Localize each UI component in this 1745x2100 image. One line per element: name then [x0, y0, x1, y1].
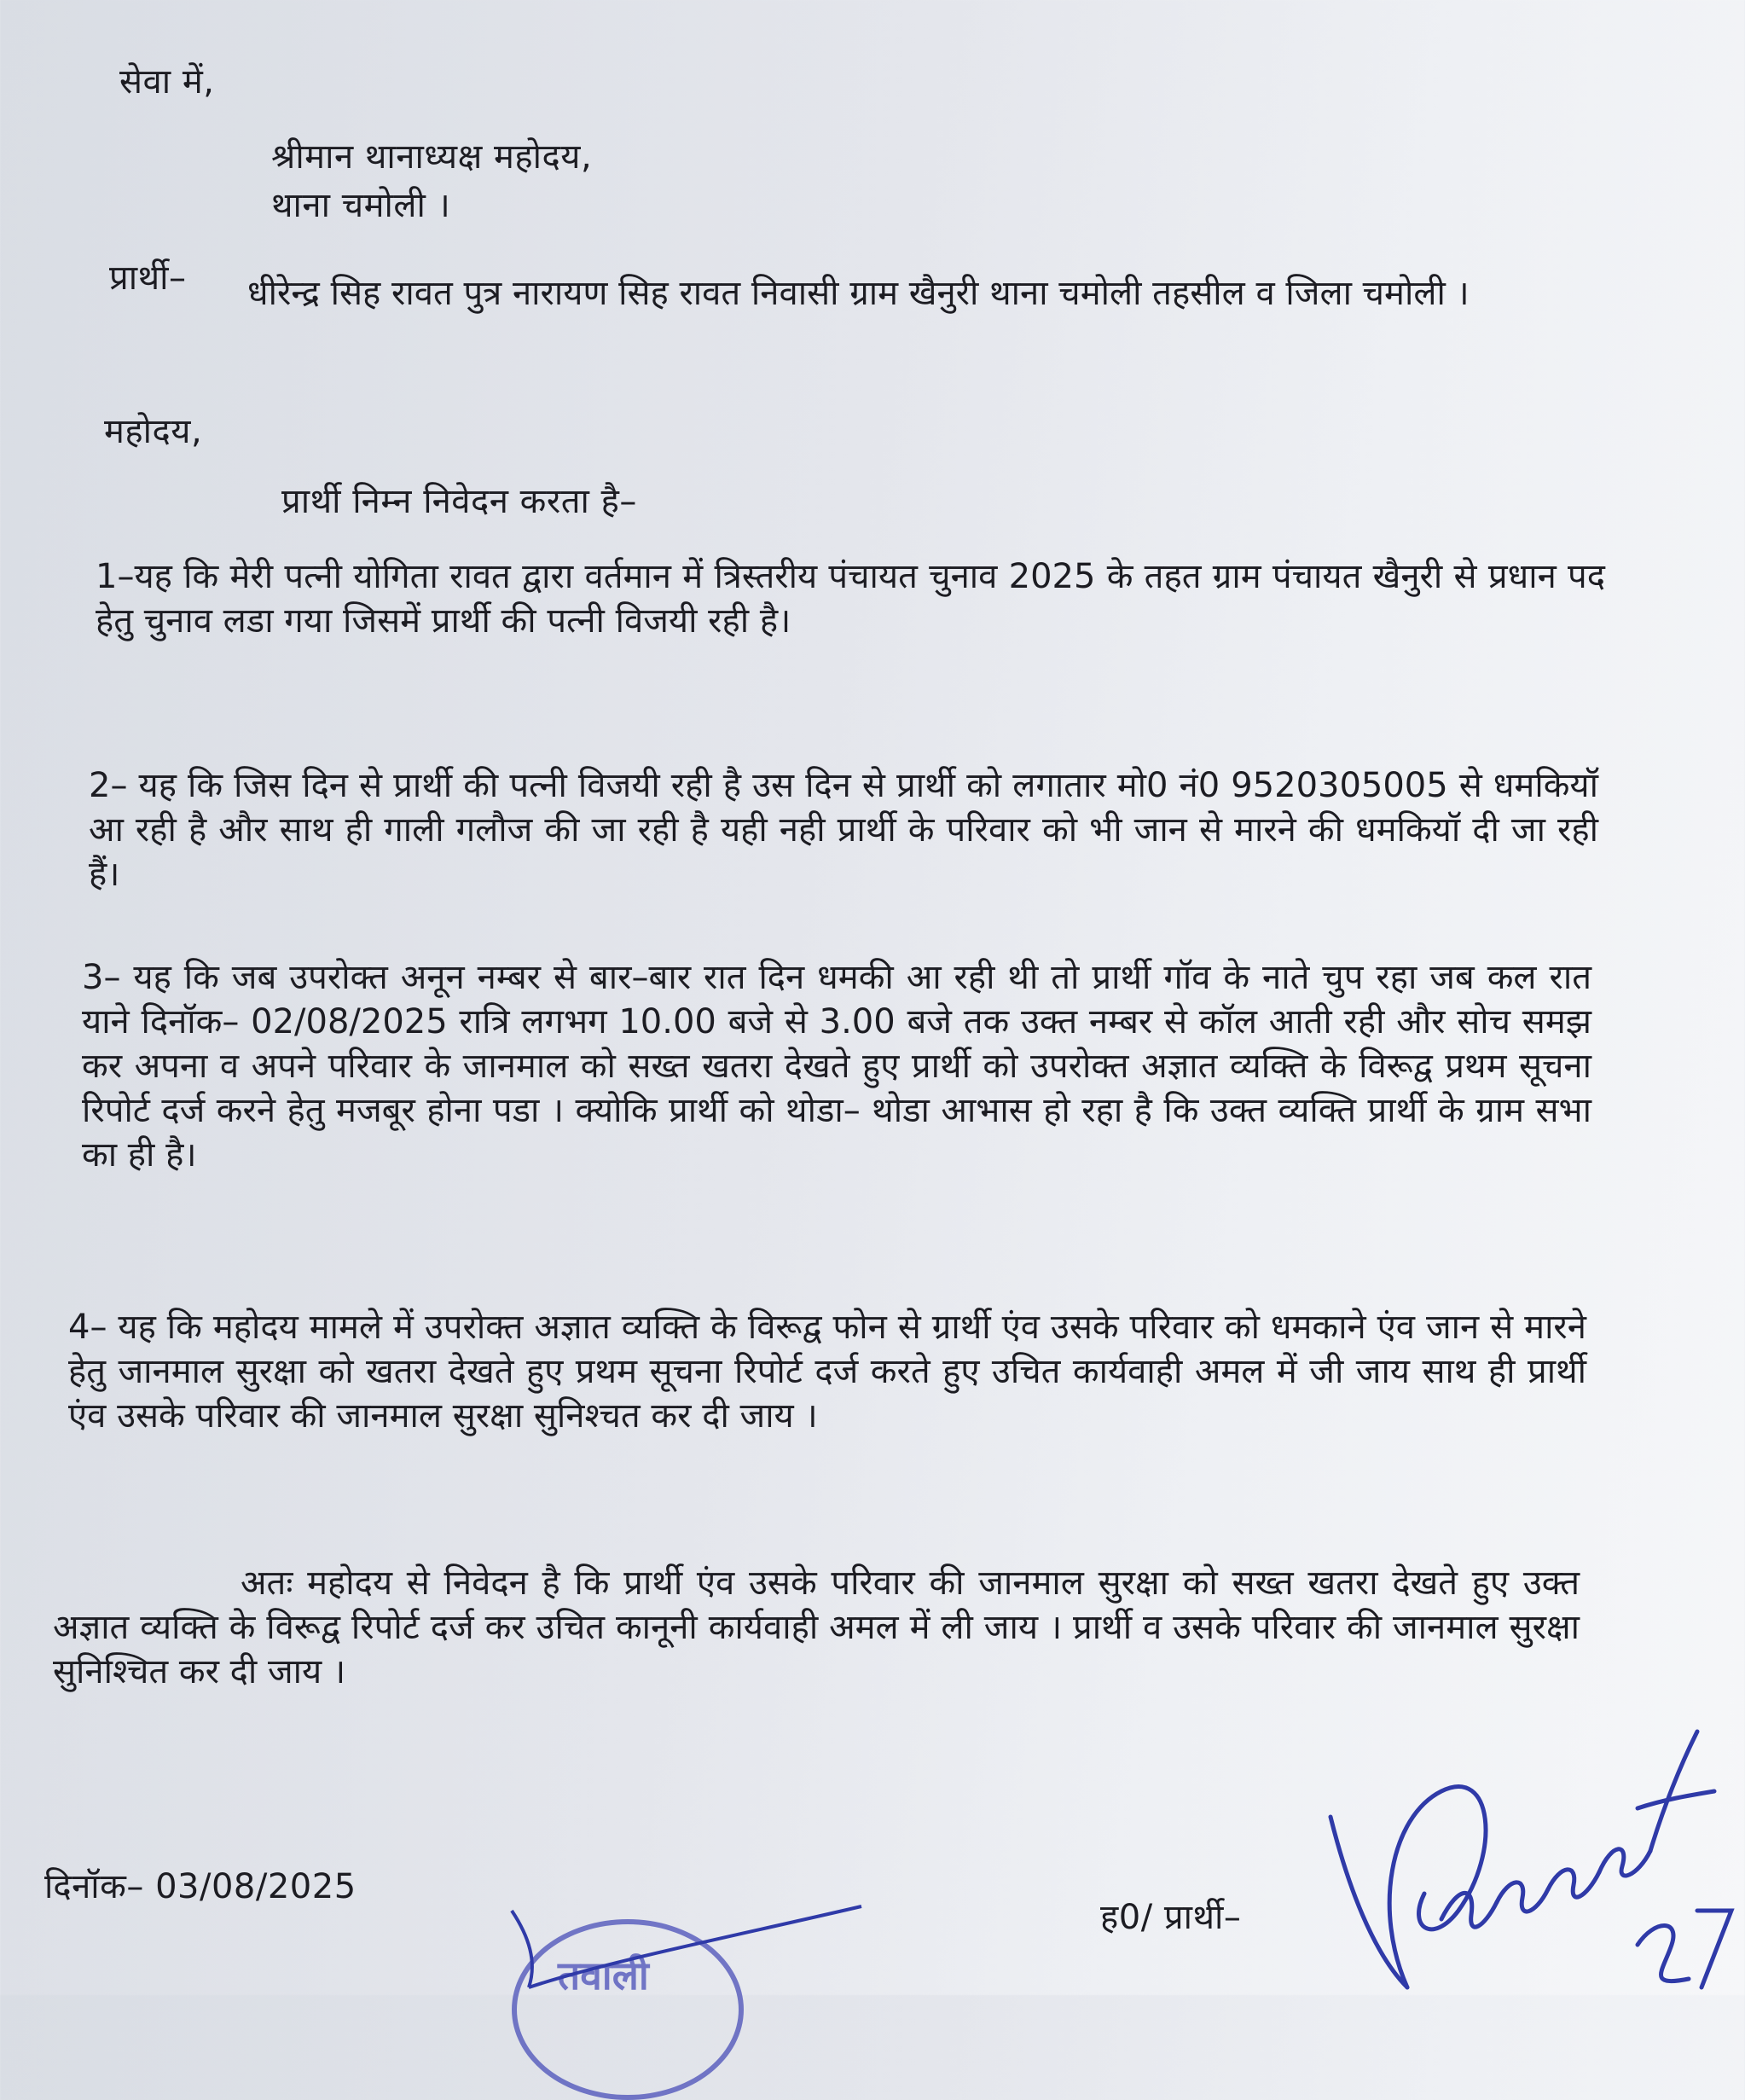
applicant-details: धीरेन्द्र सिह रावत पुत्र नारायण सिह रावत निवासी ग्राम खैनुरी थाना चमोली तहसील व जिला चमोली । — [247, 274, 1470, 313]
signature-label: ह0/ प्रार्थी– — [1100, 1898, 1242, 1937]
salutation: महोदय, — [104, 412, 203, 451]
to-heading: सेवा में, — [119, 62, 215, 102]
addressee-line-2: थाना चमोली । — [271, 186, 451, 225]
intro-line: प्रार्थी निम्न निवेदन करता है– — [281, 482, 637, 521]
paragraph-4: 4– यह कि महोदय मामले में उपरोक्त अज्ञात व्यक्ति के विरूद्व फोन से ग्रार्थी एंव उसके परिवार को धमकाने एंव जान से मारने हेतु जानमाल सुरक्षा को खतरा देखते हुए प्रथम सूचना रिपोर्ट दर्ज करते हुए उचित कार्यवाही अमल में जी जाय साथ ही प्रार्थी एंव उसके परिवार की जानमाल सुरक्षा सुनिश्चत कर दी जाय । — [68, 1308, 1586, 1436]
addressee-line-1: श्रीमान थानाध्यक्ष महोदय, — [271, 137, 593, 177]
paragraph-1: 1–यह कि मेरी पत्नी योगिता रावत द्वारा वर्तमान में त्रिस्तरीय पंचायत चुनाव 2025 के तहत ग्राम पंचायत खैनुरी से प्रधान पद हेतु चुनाव लडा गया जिसमें प्रार्थी की पत्नी विजयी रही है। — [96, 557, 1605, 641]
applicant-label: प्रार्थी– — [109, 258, 187, 298]
paragraph-3: 3– यह कि जब उपरोक्त अनून नम्बर से बार–बार रात दिन धमकी आ रही थी तो प्रार्थी गॉव के नाते चुप रहा जब कल रात याने दिनॉक– 02/08/2025 रात्रि लगभग 10.00 बजे से 3.00 बजे तक उक्त नम्बर से कॉल आती रही और सोच समझ कर अपना व अपने परिवार के जानमाल को सख्त खतरा देखते हुए प्रार्थी को उपरोक्त अज्ञात व्यक्ति के विरूद्व प्रथम सूचना रिपोर्ट दर्ज करने हेतु मजबूर होना पडा । क्योकि प्रार्थी को थोडा– थोडा आभास हो रहा है कि उक्त व्यक्ति प्रार्थी के ग्राम सभा का ही है। — [82, 958, 1591, 1175]
letter-date: दिनॉक– 03/08/2025 — [44, 1867, 357, 1906]
handwritten-date-mark — [1620, 1894, 1740, 1995]
paragraph-2: 2– यह कि जिस दिन से प्रार्थी की पत्नी विजयी रही है उस दिन से प्रार्थी को लगातार मो0 नं0 9520305005 से धमकियॉ आ रही है और साथ ही गाली गलौज की जा रही है यही नही प्रार्थी के परिवार को भी जान से मारने की धमकियॉ दी जा रही हैं। — [89, 766, 1598, 894]
closing-paragraph: अतः महोदय से निवेदन है कि प्रार्थी एंव उसके परिवार की जानमाल सुरक्षा को सख्त खतरा देखते हुए उक्त अज्ञात व्यक्ति के विरूद्व रिपोर्ट दर्ज कर उचित कानूनी कार्यवाही अमल में ली जाय । प्रार्थी व उसके परिवार की जानमाल सुरक्षा सुनिश्चित कर दी जाय । — [53, 1563, 1580, 1691]
stamp-text: तवाली — [558, 1952, 649, 1998]
stamp-pen-stroke — [478, 1902, 870, 1996]
